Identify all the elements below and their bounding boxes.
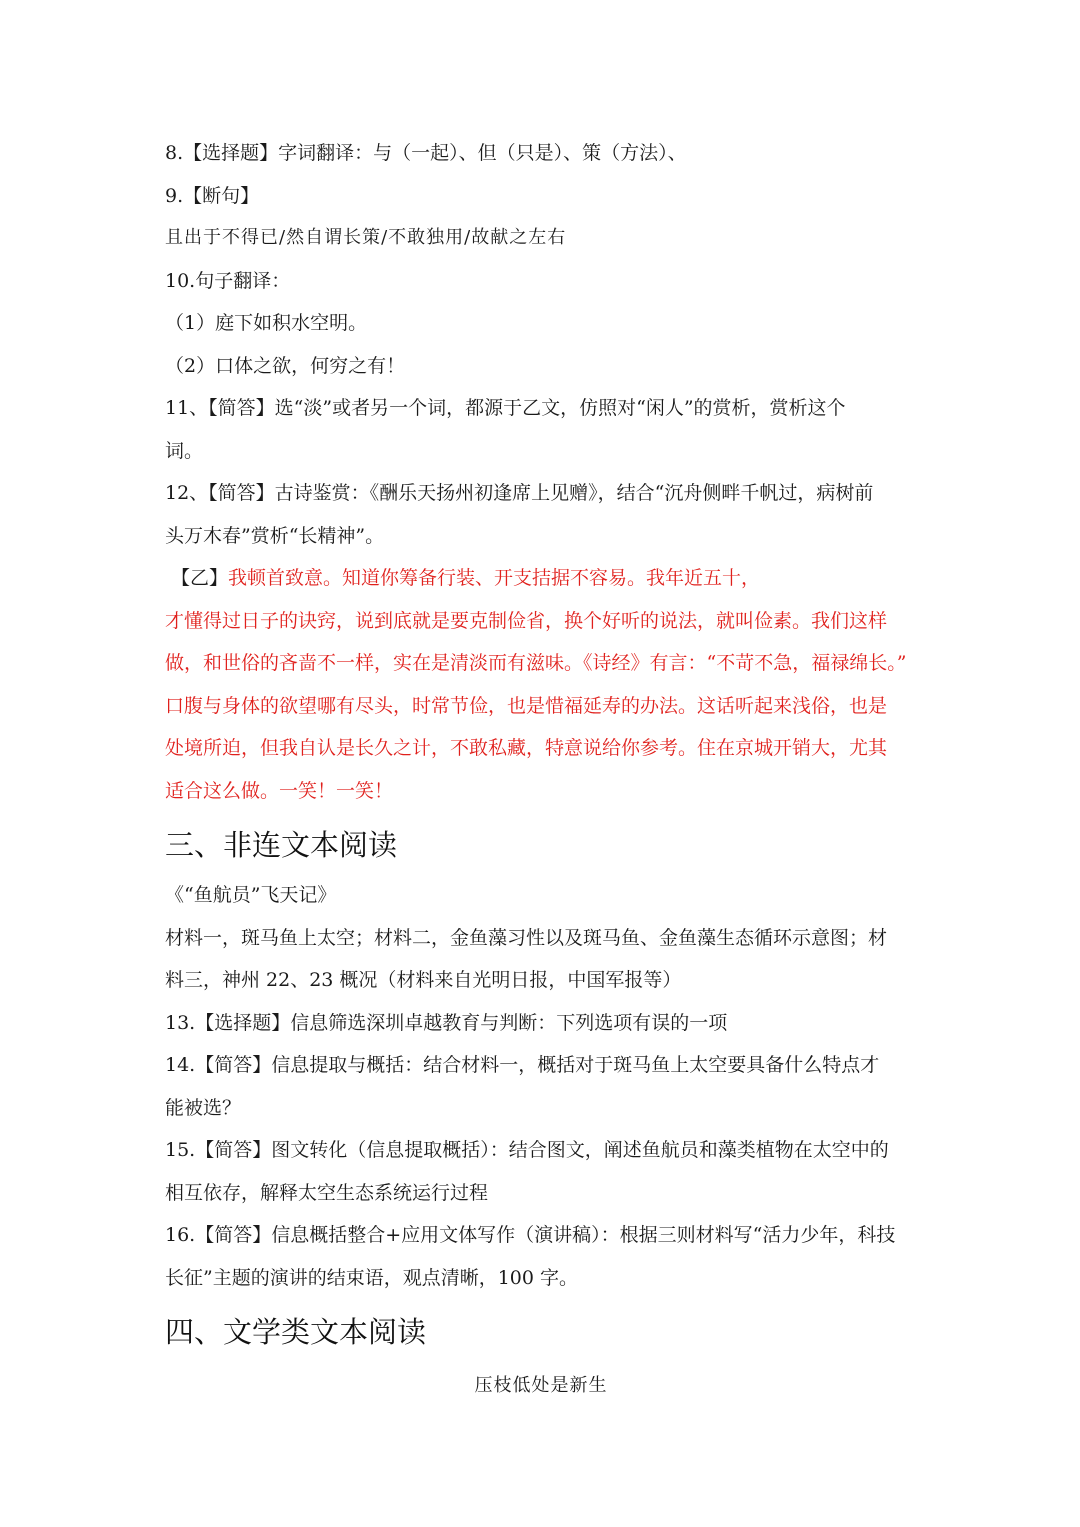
section-3-title: 《“鱼航员”飞天记》: [165, 884, 337, 906]
yi-passage-line-4: 口腹与身体的欲望哪有尽头，时常节俭，也是惜福延寿的办法。这话听起来浅俗，也是: [165, 694, 888, 717]
yi-passage-line-3: 做，和世俗的吝啬不一样，实在是清淡而有滋味。《诗经》有言：“不苛不急，福禄绵长。”: [165, 652, 907, 674]
question-9: 9.【断句】: [165, 184, 260, 207]
yi-label: 【乙】: [171, 567, 229, 589]
section-3-materials-line-1: 材料一，斑马鱼上太空；材料二，金鱼藻习性以及斑马鱼、金鱼藻生态循环示意图；材: [165, 926, 888, 949]
question-8: 8.【选择题】字词翻译：与（一起）、但（只是）、策（方法）、: [165, 142, 687, 164]
yi-passage-line-6: 适合这么做。一笑！一笑！: [165, 779, 394, 802]
question-13: 13.【选择题】信息筛选深圳卓越教育与判断：下列选项有误的一项: [165, 1011, 728, 1034]
yi-passage-line-1: [165, 557, 917, 600]
section-4-heading: 四、文学类文本阅读: [165, 1315, 427, 1349]
question-12-line-2: 头万木春”赏析“长精神”。: [165, 524, 385, 547]
yi-passage-line-2: 才懂得过日子的诀窍，说到底就是要克制俭省，换个好听的说法，就叫俭素。我们这样: [165, 609, 888, 632]
question-15-line-2: 相互依存，解释太空生态系统运行过程: [165, 1181, 489, 1204]
question-15-line-1: 15.【简答】图文转化（信息提取概括）：结合图文，阐述鱼航员和藻类植物在太空中的: [165, 1139, 889, 1161]
question-12-line-1: 12、【简答】古诗鉴赏：《酬乐天扬州初逢席上见赠》，结合“沉舟侧畔千帆过，病树前: [165, 482, 874, 504]
question-14-line-1: 14.【简答】信息提取与概括：结合材料一，概括对于斑马鱼上太空要具备什么特点才: [165, 1054, 880, 1076]
question-11-line-1: 11、【简答】选“淡”或者另一个词，都源于乙文，仿照对“闲人”的赏析，赏析这个: [165, 397, 846, 419]
question-10-item-1: （1）庭下如积水空明。: [165, 312, 368, 334]
question-10: 10.句子翻译：: [165, 269, 291, 292]
question-10-item-2: （2）口体之欲，何穷之有！: [165, 354, 406, 377]
yi-passage-line-5: 处境所迫，但我自认是长久之计，不敢私藏，特意说给你参考。住在京城开销大，尤其: [165, 737, 888, 759]
section-3-heading: 三、非连文本阅读: [165, 828, 398, 862]
question-14-line-2: 能被选？: [165, 1096, 242, 1119]
section-3-materials-line-2: 料三，神州 22、23 概况（材料来自光明日报，中国军报等）: [165, 969, 682, 991]
document-content: [165, 132, 917, 1407]
question-11-line-2: 词。: [165, 439, 204, 462]
question-9-answer: 且出于不得已/然自谓长策/不敢独用/故献之左右: [165, 227, 567, 248]
yi-text: 我顿首致意。知道你筹备行装、开支拮据不容易。我年近五十，: [228, 567, 761, 589]
question-16-line-1: 16.【简答】信息概括整合+应用文体写作（演讲稿）：根据三则材料写“活力少年，科技: [165, 1224, 896, 1246]
question-16-line-2: 长征”主题的演讲的结束语，观点清晰，100 字。: [165, 1266, 579, 1289]
article-title: 压枝低处是新生: [474, 1375, 608, 1396]
